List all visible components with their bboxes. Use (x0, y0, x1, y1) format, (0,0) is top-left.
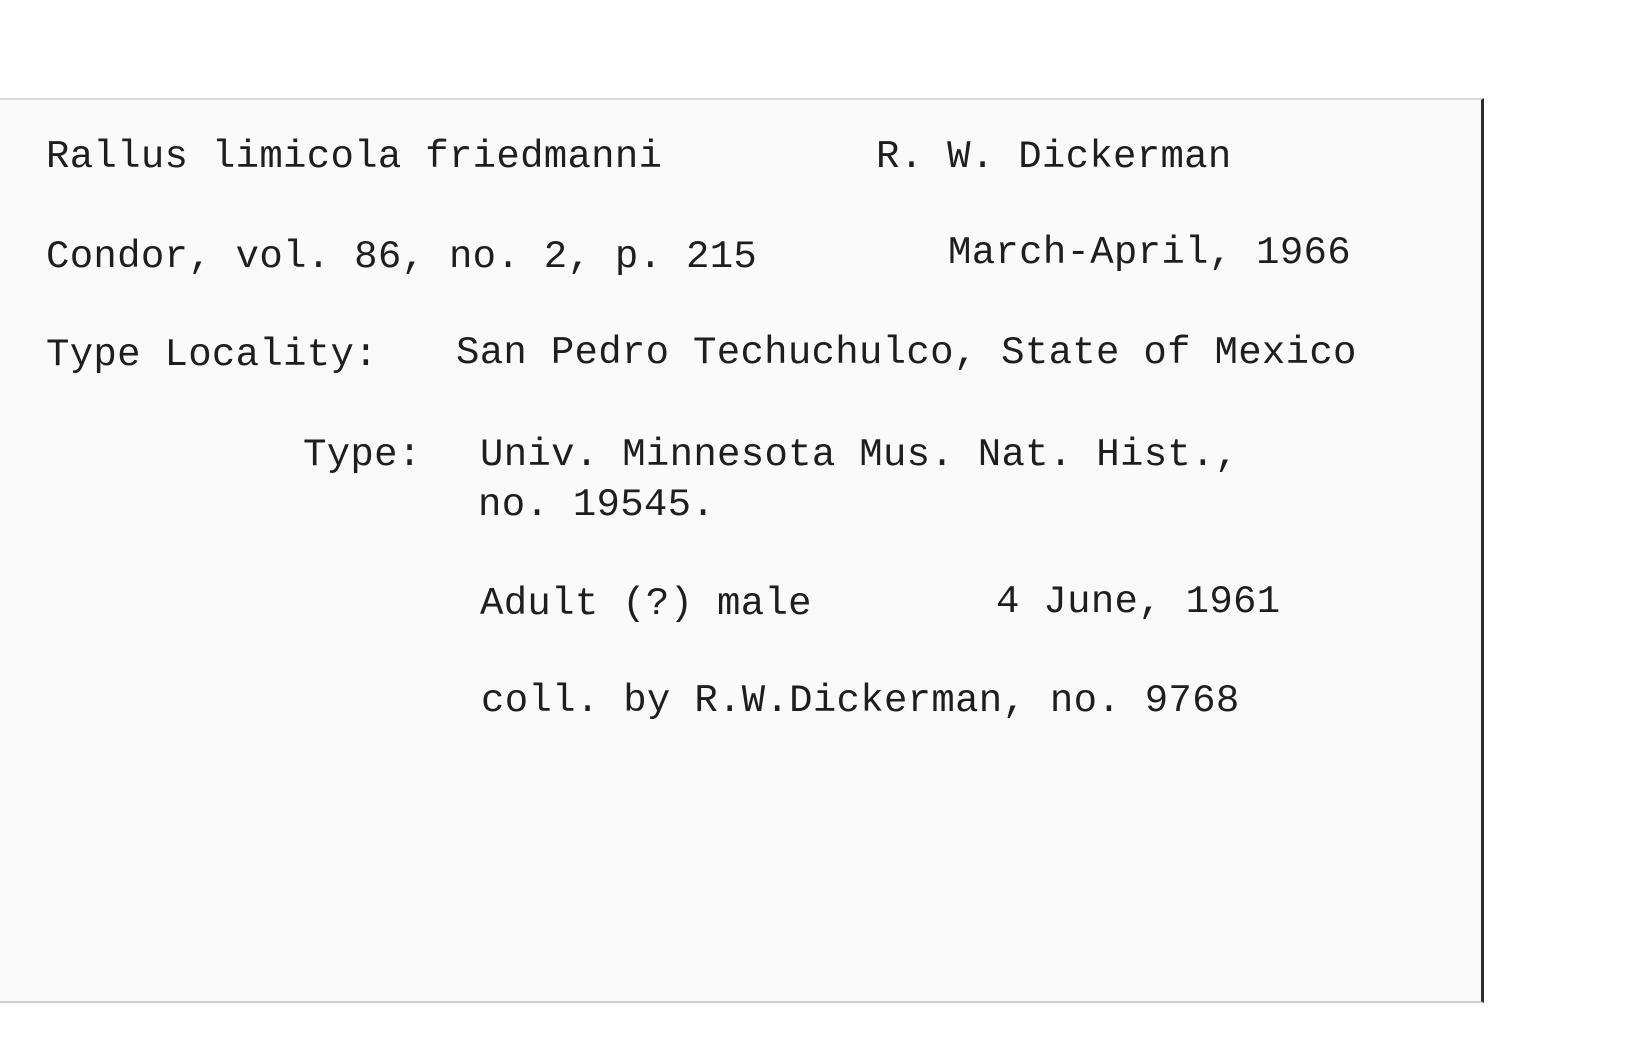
collection-date: 4 June, 1961 (996, 580, 1281, 624)
author-name: R. W. Dickerman (876, 135, 1232, 179)
type-locality-label: Type Locality: (46, 333, 378, 377)
type-catalog-number: no. 19545. (478, 483, 716, 527)
index-card (0, 98, 1484, 1003)
collector-info: coll. by R.W.Dickerman, no. 9768 (481, 679, 1240, 723)
type-locality-value: San Pedro Techuchulco, State of Mexico (456, 331, 1357, 375)
type-institution: Univ. Minnesota Mus. Nat. Hist., (480, 433, 1239, 477)
type-label: Type: (303, 433, 422, 477)
citation: Condor, vol. 86, no. 2, p. 215 (46, 235, 758, 279)
species-name: Rallus limicola friedmanni (46, 135, 663, 179)
specimen-description: Adult (?) male (480, 582, 812, 626)
publication-date: March-April, 1966 (948, 231, 1351, 275)
